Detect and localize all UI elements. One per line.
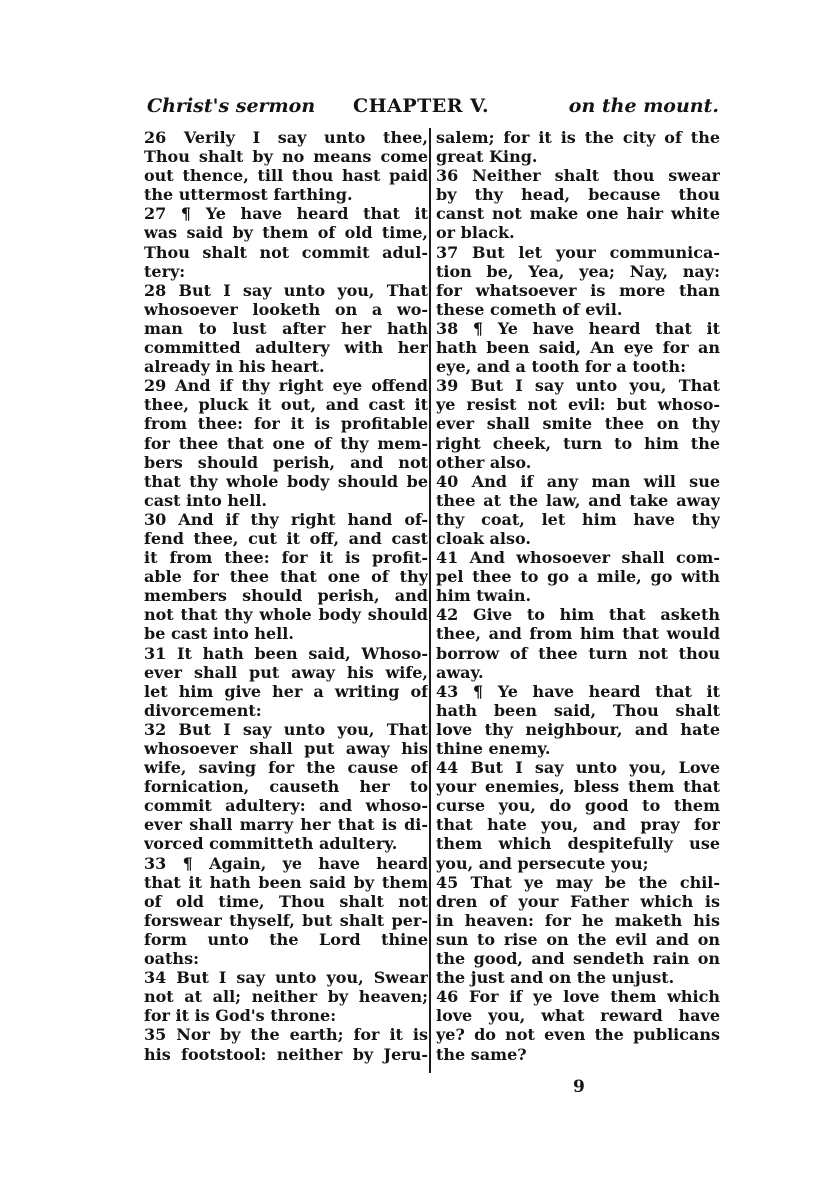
text-line: not at all; neither by heaven; (144, 987, 428, 1007)
text-line: divorcement: (144, 700, 262, 720)
text-line: form unto the Lord thine (144, 929, 428, 949)
text-line: 41 And whosoever shall com- (436, 548, 720, 568)
text-line: thine enemy. (436, 739, 551, 758)
text-line: hath been said, An eye for an (436, 338, 720, 358)
text-line: whosoever looketh on a wo- (144, 299, 428, 319)
text-line: 39 But I say unto you, That (436, 376, 720, 396)
text-line: ever shall smite thee on thy (436, 414, 720, 434)
text-line: 32 But I say unto you, That (144, 719, 428, 739)
text-line: 33 ¶ Again, ye have heard (144, 853, 428, 873)
header-left-title: Christ's sermon (147, 95, 316, 117)
text-line: 37 But let your communica- (436, 242, 720, 262)
text-line: for whatsoever is more than (436, 280, 720, 300)
text-line: 31 It hath been said, Whoso- (144, 643, 428, 663)
text-line: thee, pluck it out, and cast it (144, 395, 428, 415)
text-line: your enemies, bless them that (436, 777, 720, 797)
header-right-title: on the mount. (568, 95, 719, 117)
text-line: 45 That ye may be the chil- (436, 872, 720, 892)
text-line: the same? (436, 1044, 527, 1064)
running-header (145, 94, 719, 120)
text-line: 29 And if thy right eye offend (144, 376, 428, 396)
text-line: these cometh of evil. (436, 299, 623, 319)
text-line: ever shall marry her that is di- (144, 815, 428, 835)
text-line: of old time, Thou shalt not (144, 891, 428, 911)
text-line: ye? do not even the publicans (436, 1025, 720, 1045)
text-line: was said by them of old time, (144, 223, 428, 243)
text-line: ever shall put away his wife, (144, 662, 428, 682)
text-line: you, and persecute you; (436, 853, 649, 873)
text-line: from thee: for it is profitable (144, 414, 428, 434)
text-line: right cheek, turn to him the (436, 433, 720, 453)
text-line: for thee that one of thy mem- (144, 433, 428, 453)
text-line: members should perish, and (144, 586, 428, 606)
text-line: hath been said, Thou shalt (436, 700, 720, 720)
text-line: committed adultery with her (144, 338, 428, 358)
text-line: the good, and sendeth rain on (436, 949, 720, 969)
chapter-heading: CHAPTER V. (353, 95, 490, 117)
text-line: 36 Neither shalt thou swear (436, 166, 720, 186)
text-line: be cast into hell. (144, 624, 294, 644)
text-line: not that thy whole body should (144, 605, 428, 625)
text-line: the uttermost farthing. (144, 185, 353, 205)
text-line: 28 But I say unto you, That (144, 280, 428, 300)
text-line: bers should perish, and not (144, 452, 428, 472)
text-line: 34 But I say unto you, Swear (144, 968, 428, 988)
text-line: the just and on the unjust. (436, 968, 675, 988)
text-line: him twain. (436, 586, 532, 606)
text-line: 27 ¶ Ye have heard that it (144, 204, 428, 224)
text-line: thee at the law, and take away (436, 490, 720, 510)
text-line: wife, saving for the cause of (144, 758, 428, 778)
text-line: tion be, Yea, yea; Nay, nay: (436, 261, 720, 281)
text-line: already in his heart. (144, 357, 325, 377)
text-line: love you, what reward have (436, 1006, 720, 1026)
text-line: his footstool: neither by Jeru- (144, 1044, 428, 1064)
text-line: 35 Nor by the earth; for it is (144, 1025, 428, 1045)
text-line: 26 Verily I say unto thee, (144, 128, 428, 147)
text-line: that it hath been said by them (144, 872, 428, 892)
text-line: love thy neighbour, and hate (436, 719, 720, 739)
text-line: thee, and from him that would (436, 624, 720, 644)
text-line: fend thee, cut it off, and cast (144, 528, 428, 548)
text-line: forswear thyself, but shalt per- (144, 910, 428, 930)
text-line: 30 And if thy right hand of- (144, 509, 428, 529)
text-line: dren of your Father which is (436, 891, 720, 911)
text-line: canst not make one hair white (436, 204, 720, 224)
text-line: Thou shalt by no means come (144, 147, 428, 167)
text-line: curse you, do good to them (436, 796, 720, 816)
text-line: thy coat, let him have thy (436, 509, 720, 529)
page-number: 9 (573, 1077, 585, 1097)
text-line: ye resist not evil: but whoso- (436, 395, 720, 415)
text-line: man to lust after her hath (144, 318, 428, 338)
left-text-column (144, 128, 428, 1080)
text-line: let him give her a writing of (144, 681, 428, 701)
text-line: other also. (436, 452, 532, 472)
text-line: great King. (436, 147, 538, 167)
text-line: or black. (436, 223, 515, 243)
text-line: 40 And if any man will sue (436, 471, 720, 491)
text-line: borrow of thee turn not thou (436, 643, 720, 663)
text-line: cloak also. (436, 528, 531, 548)
text-line: in heaven: for he maketh his (436, 910, 720, 930)
text-line: 38 ¶ Ye have heard that it (436, 318, 720, 338)
text-line: that thy whole body should be (144, 471, 428, 491)
text-line: whosoever shall put away his (144, 739, 428, 758)
text-line: them which despitefully use (436, 834, 720, 854)
text-line: vorced committeth adultery. (144, 834, 398, 854)
text-line: 42 Give to him that asketh (436, 605, 720, 625)
text-line: by thy head, because thou (436, 185, 720, 205)
text-line: cast into hell. (144, 490, 267, 510)
text-line: Thou shalt not commit adul- (144, 242, 428, 262)
text-line: oaths: (144, 949, 199, 969)
text-line: pel thee to go a mile, go with (436, 567, 720, 587)
text-line: for it is God's throne: (144, 1006, 337, 1026)
text-line: 44 But I say unto you, Love (436, 758, 720, 778)
text-line: that hate you, and pray for (436, 815, 720, 835)
column-divider (429, 128, 431, 1073)
text-line: it from thee: for it is profit- (144, 548, 428, 568)
text-line: out thence, till thou hast paid (144, 166, 428, 186)
text-line: away. (436, 662, 484, 682)
text-line: tery: (144, 261, 186, 281)
text-line: fornication, causeth her to (144, 777, 428, 797)
text-line: able for thee that one of thy (144, 567, 428, 587)
right-text-column (436, 128, 720, 1080)
text-line: 46 For if ye love them which (436, 987, 720, 1007)
text-line: eye, and a tooth for a tooth: (436, 357, 686, 377)
text-line: commit adultery: and whoso- (144, 796, 428, 816)
text-line: sun to rise on the evil and on (436, 929, 720, 949)
text-line: salem; for it is the city of the (436, 128, 720, 147)
text-line: 43 ¶ Ye have heard that it (436, 681, 720, 701)
